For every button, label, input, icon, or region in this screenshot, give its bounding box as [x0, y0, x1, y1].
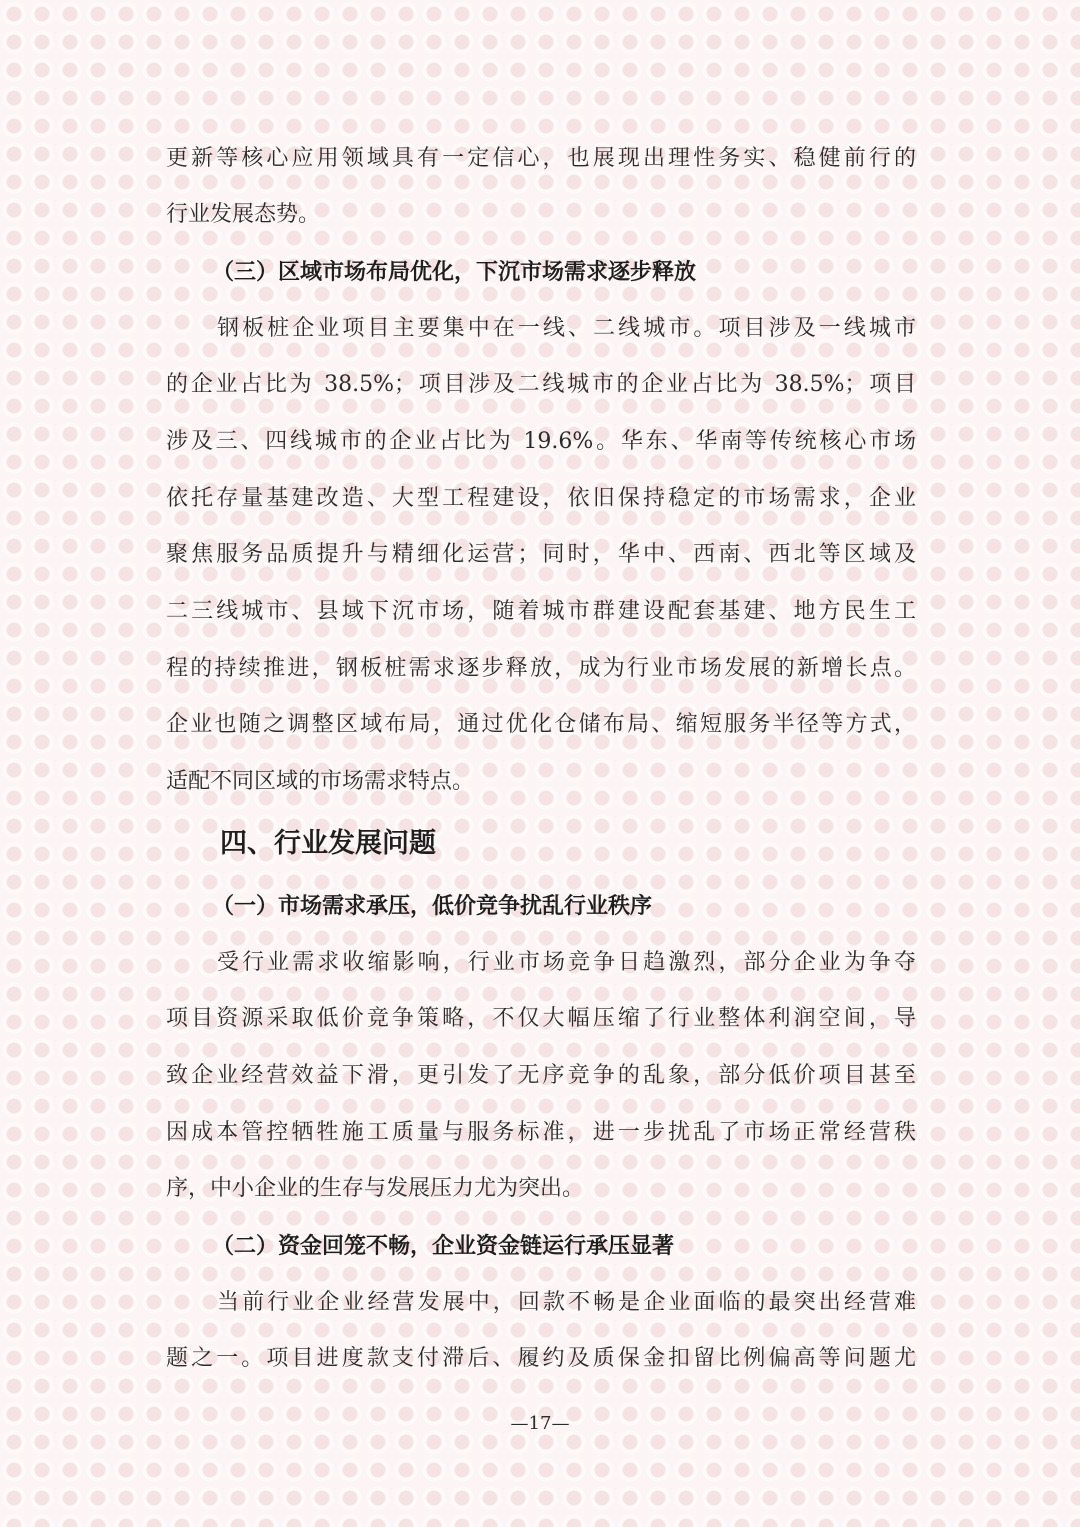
paragraph-demand-line-4: 因成本管控牺牲施工质量与服务标准，进一步扰乱了市场正常经营秩 — [166, 1120, 916, 1145]
subheading-market-demand: （一）市场需求承压，低价竞争扰乱行业秩序 — [212, 893, 653, 919]
paragraph-intro-line-1: 更新等核心应用领域具有一定信心，也展现出理性务实、稳健前行的 — [166, 146, 916, 171]
paragraph-demand-line-3: 致企业经营效益下滑，更引发了无序竞争的乱象，部分低价项目甚至 — [166, 1063, 916, 1088]
paragraph-regional-line-6: 二三线城市、县域下沉市场，随着城市群建设配套基建、地方民生工 — [166, 599, 916, 624]
paragraph-demand-line-2: 项目资源采取低价竞争策略，不仅大幅压缩了行业整体利润空间，导 — [166, 1006, 916, 1031]
subheading-regional-market: （三）区域市场布局优化，下沉市场需求逐步释放 — [212, 259, 697, 285]
paragraph-intro-line-2: 行业发展态势。 — [166, 202, 321, 227]
paragraph-regional-line-8: 企业也随之调整区域布局，通过优化仓储布局、缩短服务半径等方式， — [166, 712, 916, 737]
paragraph-regional-line-9: 适配不同区域的市场需求特点。 — [166, 769, 475, 794]
paragraph-capital-line-2: 题之一。项目进度款支付滞后、履约及质保金扣留比例偏高等问题尤 — [166, 1346, 916, 1371]
paragraph-regional-line-4: 依托存量基建改造、大型工程建设，依旧保持稳定的市场需求，企业 — [166, 486, 916, 511]
paragraph-demand-line-5: 序，中小企业的生存与发展压力尤为突出。 — [166, 1176, 585, 1201]
paragraph-regional-line-3: 涉及三、四线城市的企业占比为 19.6%。华东、华南等传统核心市场 — [166, 429, 916, 454]
section-heading-industry-problems: 四、行业发展问题 — [220, 828, 436, 859]
page-number: —17— — [510, 1413, 570, 1434]
subheading-capital-recovery: （二）资金回笼不畅，企业资金链运行承压显著 — [212, 1233, 675, 1259]
paragraph-regional-line-7: 程的持续推进，钢板桩需求逐步释放，成为行业市场发展的新增长点。 — [166, 656, 916, 681]
paragraph-regional-line-5: 聚焦服务品质提升与精细化运营；同时，华中、西南、西北等区域及 — [166, 542, 916, 567]
paragraph-demand-line-1: 受行业需求收缩影响，行业市场竞争日趋激烈，部分企业为争夺 — [217, 950, 916, 975]
paragraph-capital-line-1: 当前行业企业经营发展中，回款不畅是企业面临的最突出经营难 — [217, 1290, 916, 1315]
paragraph-regional-line-2: 的企业占比为 38.5%；项目涉及二线城市的企业占比为 38.5%；项目 — [166, 372, 916, 397]
paragraph-regional-line-1: 钢板桩企业项目主要集中在一线、二线城市。项目涉及一线城市 — [217, 316, 916, 341]
